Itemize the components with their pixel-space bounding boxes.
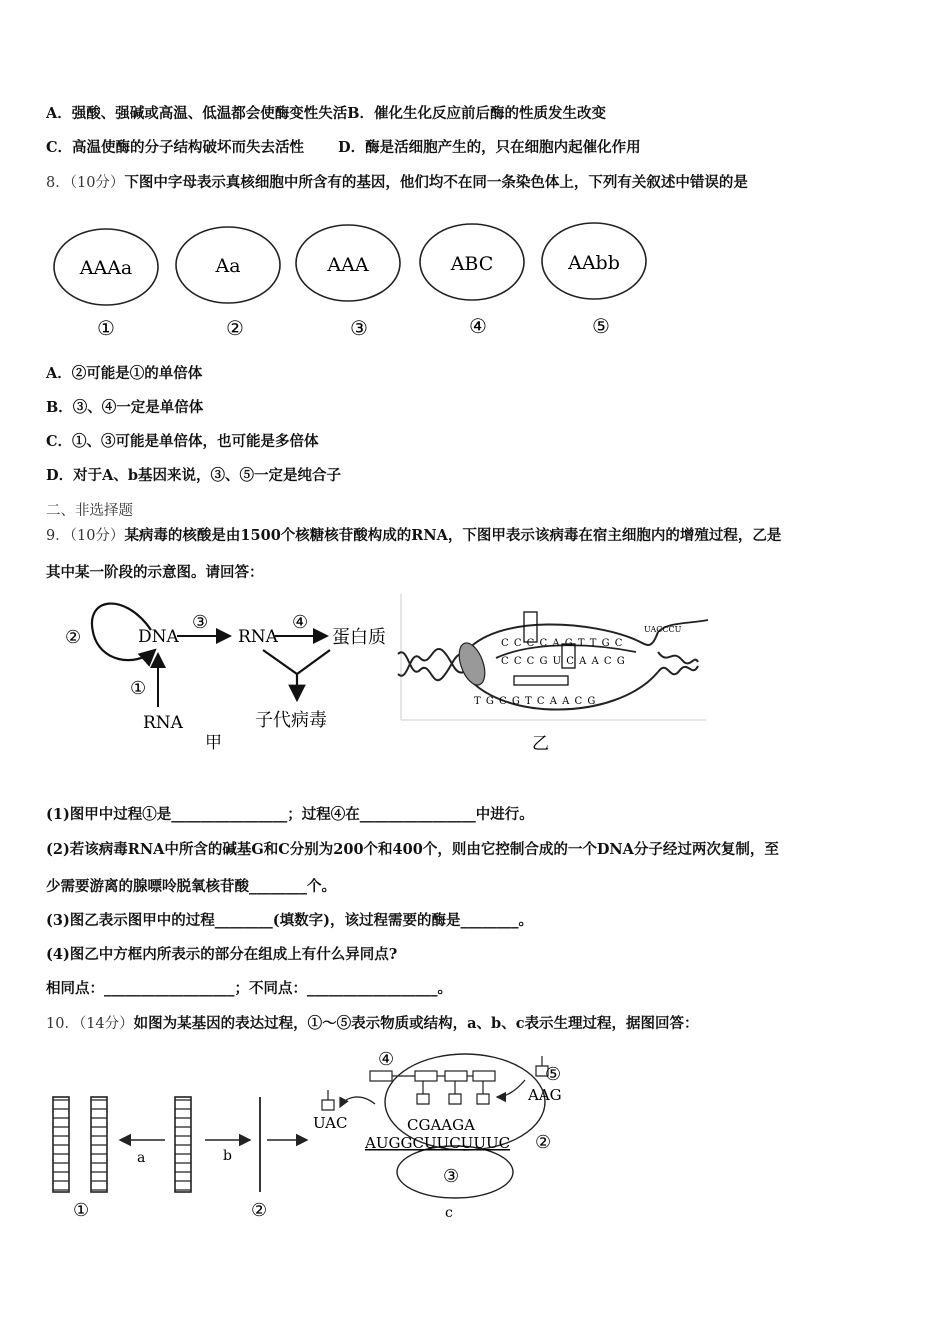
label-1: ① [130,678,147,699]
q8-option-a: A．②可能是①的单倍体 [46,365,203,382]
q9-part-5: 相同点：__________________；不同点：__________________。 [46,980,452,997]
label-1: ① [73,1200,90,1221]
q9-part-2a: (2)若该病毒RNA中所含的碱基G和C分别为200个和400个，则由它控制合成的一个DNA分子经过两次复制，至 [46,841,779,858]
q10-stem: 10．（14分）如图为某基因的表达过程，①～⑤表示物质或结构，a、b、c表示生理过程，据图回答： [46,1015,699,1032]
cell-2 [176,227,280,340]
label-3: ③ [192,612,209,633]
q8-stem: 8．（10分）下图中字母表示真核细胞中所含有的基因，他们均不在同一条染色体上，下列有关叙述中错误的是 [46,174,748,191]
q10-figure [45,1042,605,1227]
svg-text:AAbb: AAbb [568,252,620,274]
q8-option-d: D．对于A、b基因来说，③、⑤一定是纯合子 [46,467,341,484]
q7-option-a: A．强酸、强碱或高温、低温都会使酶变性失活B．催化生化反应前后酶的性质发生改变 [46,105,607,122]
mrna-sequence: AUGGCUUCUUUC [365,1134,511,1152]
top-strand: C C C C A G T T G C [501,638,624,649]
q7-option-d: D．酶是活细胞产生的，只在细胞内起催化作用 [338,139,641,156]
label-4: ④ [292,612,309,633]
svg-text:AAAa: AAAa [79,257,133,279]
q9-stem-2: 其中某一阶段的示意图。请回答： [46,564,264,581]
anticodon-aag: AAG [528,1086,562,1104]
q9-part-1: (1)图甲中过程①是________________；过程④在________________中进行。 [46,806,534,823]
svg-text:②: ② [226,316,244,340]
mid-strand: C C C G U C A A C G [501,656,626,667]
svg-text:③: ③ [350,316,368,340]
offspring-label: 子代病毒 [255,710,327,731]
svg-text:⑤: ⑤ [592,314,610,338]
label-4: ④ [378,1049,395,1070]
cell-1 [54,229,158,340]
rna-bottom-label: RNA [143,713,183,733]
svg-text:①: ① [97,316,115,340]
label-3: ③ [443,1166,460,1187]
rna-label: RNA [238,627,278,647]
dna-double [53,1097,107,1192]
q9-part-3: (3)图乙表示图甲中的过程________(填数字)，该过程需要的酶是________。 [46,912,534,929]
q8-cell-figure [50,215,660,345]
bottom-strand: T G C G T C A A C G [474,696,597,707]
svg-text:ABC: ABC [450,253,494,275]
anticodons-cgaaga: CGAAGA [407,1116,475,1134]
q9-part-4: (4)图乙中方框内所表示的部分在组成上有什么异同点? [46,946,398,963]
process-c: c [445,1205,453,1221]
svg-text:AAA: AAA [327,254,369,276]
q8-option-c: C．①、③可能是单倍体，也可能是多倍体 [46,433,319,450]
process-b: b [223,1148,232,1164]
label-5: ⑤ [545,1064,562,1085]
cell-5 [542,223,646,338]
q9-figure-b [396,592,711,757]
q7-option-b: B．催化生化反应前后酶的性质发生改变 [347,105,607,122]
caption-yi: 乙 [532,734,549,754]
dna-label: DNA [138,627,179,647]
tail-strand: UACCCU [644,625,682,634]
anticodon-uac: UAC [313,1114,348,1132]
caption-jia: 甲 [205,733,222,753]
protein-label: 蛋白质 [332,627,386,648]
svg-text:④: ④ [469,314,487,338]
q9-figure-a [55,592,395,757]
cell-4 [420,224,524,338]
dna-single [175,1097,191,1192]
q8-option-b: B．③、④一定是单倍体 [46,399,204,416]
label-2-right: ② [535,1132,552,1153]
q7-option-c: C．高温使酶的分子结构破坏而失去活性 D．酶是活细胞产生的，只在细胞内起催化作用 [46,139,641,156]
svg-text:Aa: Aa [215,255,241,277]
label-2: ② [65,627,82,648]
q9-part-2b: 少需要游离的腺嘌呤脱氧核苷酸________个。 [46,878,336,895]
process-a: a [137,1150,146,1166]
box-bottom [514,676,568,685]
cell-3 [296,225,400,340]
section-heading: 二、非选择题 [46,503,133,519]
label-2-left: ② [251,1200,268,1221]
q9-stem-1: 9．（10分）某病毒的核酸是由1500个核糖核苷酸构成的RNA，下图甲表示该病毒在宿主细胞内的增殖过程，乙是 [46,527,782,544]
